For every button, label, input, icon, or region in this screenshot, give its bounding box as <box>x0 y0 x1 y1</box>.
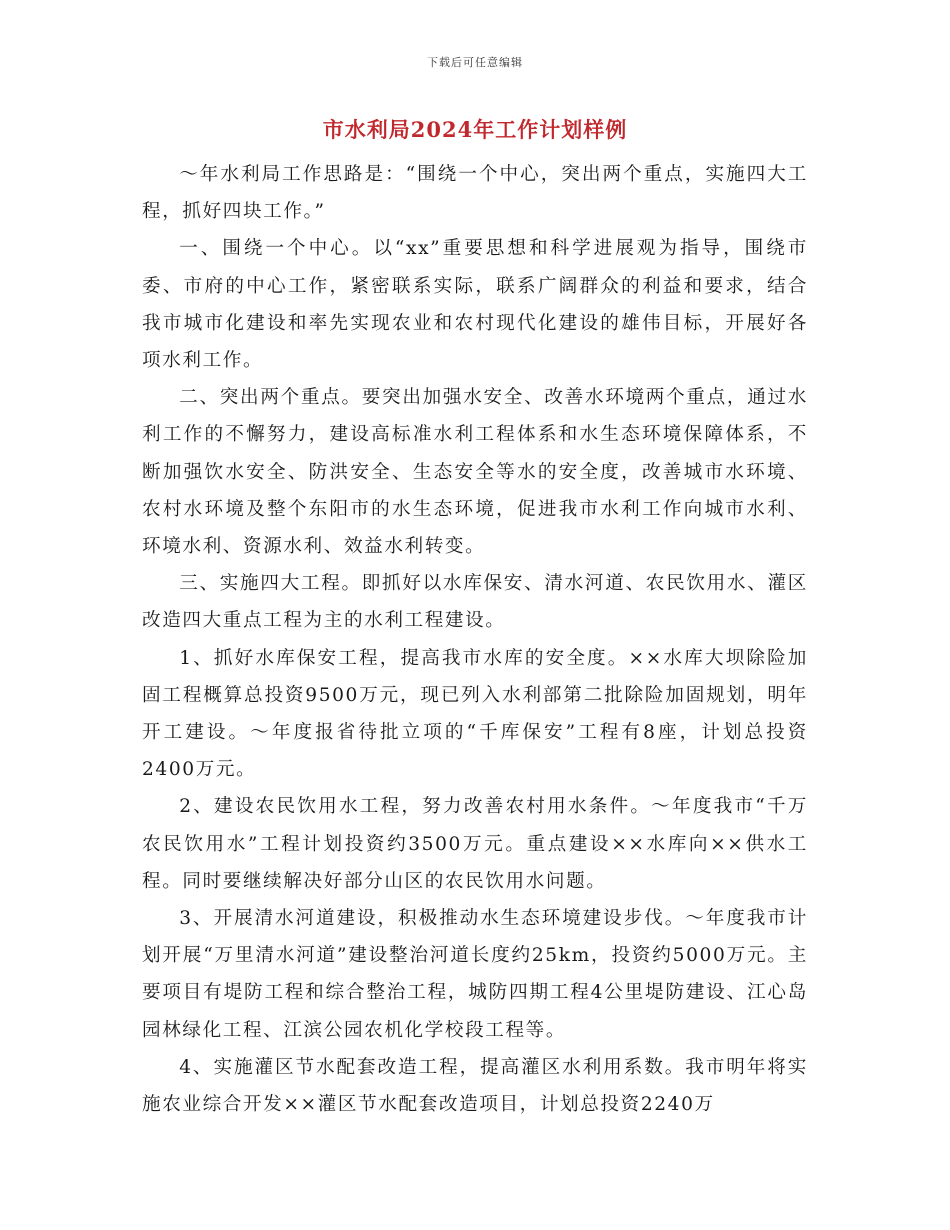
document-title: 市水利局2024年工作计划样例 <box>322 117 628 142</box>
paragraph-item-4: 4、实施灌区节水配套改造工程，提高灌区水利用系数。我市明年将实施农业综合开发××灌区节水配套改造项目，计划总投资2240万 <box>142 1056 808 1116</box>
document-body <box>142 156 808 1123</box>
paragraph-item-3: 3、开展清水河道建设，积极推动水生态环境建设步伐。～年度我市计划开展“万里清水河道”建设整治河道长度约25km，投资约5000万元。主要项目有堤防工程和综合整治工程，城防四期工程4公里堤防建设、江心岛园林绿化工程、江滨公园农机化学校段工程等。 <box>142 908 808 1041</box>
header-note: 下载后可任意编辑 <box>427 56 523 69</box>
paragraph-section-3: 三、实施四大工程。即抓好以水库保安、清水河道、农民饮用水、灌区改造四大重点工程为主的水利工程建设。 <box>142 573 808 632</box>
paragraph-section-2: 二、突出两个重点。要突出加强水安全、改善水环境两个重点，通过水利工作的不懈努力，建设高标准水利工程体系和水生态环境保障体系，不断加强饮水安全、防洪安全、生态安全等水的安全度，改善城市水环境、农村水环境及整个东阳市的水生态环境，促进我市水利工作向城市水利、环境水利、资源水利、效益水利转变。 <box>142 387 808 558</box>
paragraph-item-2: 2、建设农民饮用水工程，努力改善农村用水条件。～年度我市“千万农民饮用水”工程计划投资约3500万元。重点建设××水库向××供水工程。同时要继续解决好部分山区的农民饮用水问题。 <box>142 796 808 892</box>
paragraph-item-1: 1、抓好水库保安工程，提高我市水库的安全度。××水库大坝除险加固工程概算总投资9500万元，现已列入水利部第二批除险加固规划，明年开工建设。～年度报省待批立项的“千库保安”工程有8座，计划总投资2400万元。 <box>142 647 808 781</box>
paragraph-section-1: 一、围绕一个中心。以“xx”重要思想和科学进展观为指导，围绕市委、市府的中心工作，紧密联系实际，联系广阔群众的利益和要求，结合我市城市化建设和率先实现农业和农村现代化建设的雄伟目标，开展好各项水利工作。 <box>142 238 808 372</box>
paragraph-intro: ～年水利局工作思路是：“围绕一个中心，突出两个重点，实施四大工程，抓好四块工作。” <box>142 164 808 223</box>
